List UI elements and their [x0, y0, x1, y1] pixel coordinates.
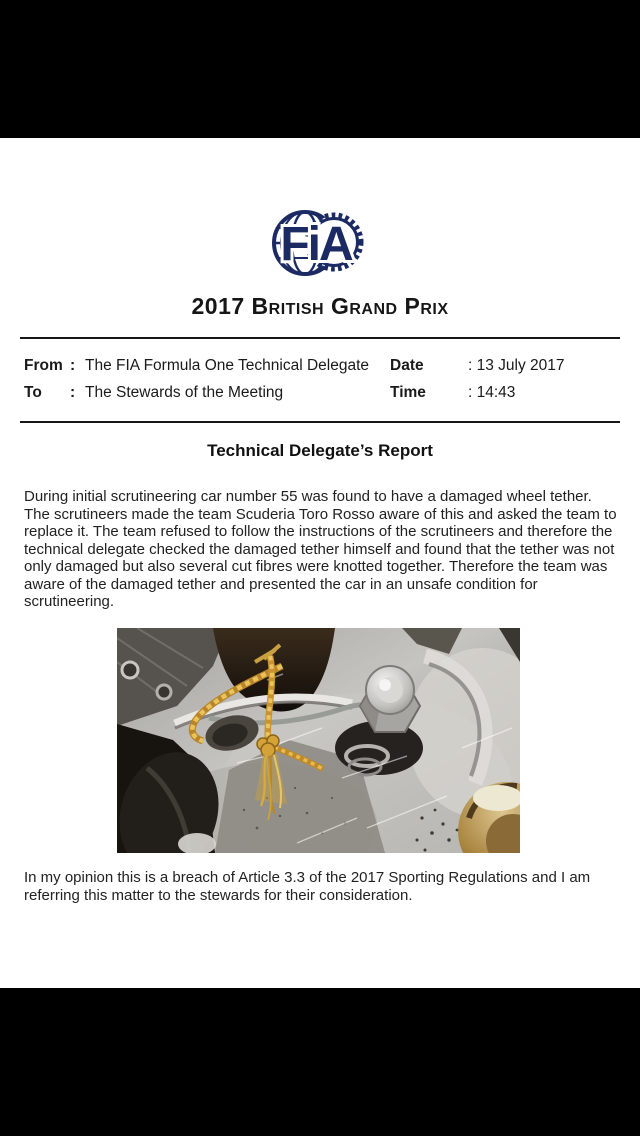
to-separator: :: [70, 384, 76, 401]
from-label: From: [24, 357, 63, 374]
report-heading: Technical Delegate’s Report: [207, 441, 433, 460]
to-label: To: [24, 384, 42, 401]
damaged-wheel-tether-photo: [117, 628, 520, 853]
top-letterbox: [0, 0, 640, 138]
tether-photo-art: [117, 628, 520, 853]
date-label: Date: [390, 357, 424, 374]
from-separator: :: [70, 357, 76, 374]
time-value: : 14:43: [468, 384, 516, 401]
page-title: 2017 British Grand Prix: [191, 293, 449, 319]
fia-logo-text: FiA: [280, 218, 352, 271]
header-rule-top: [20, 337, 620, 339]
to-value: The Stewards of the Meeting: [85, 384, 284, 401]
fia-logo-icon: [268, 201, 364, 285]
report-conclusion-paragraph: In my opinion this is a breach of Article 3.3 of the 2017 Sporting Regulations and I am referring this matter to the stewards for their consideration.: [24, 869, 591, 904]
time-label: Time: [390, 384, 426, 401]
report-body-paragraph: During initial scrutineering car number 55 was found to have a damaged wheel tether. The scrutineers made the team Scuderia Toro Rosso aware of this and asked the team to replace it. The team refused to follow the instructions of the scrutineers and therefore the technical delegate checked the damaged tether himself and found that the tether was not only damaged but also several cut fibres were knotted together. Therefore the team was aware of the damaged tether and presented the car in an unsafe condition for scrutineering.: [24, 488, 617, 610]
bottom-letterbox: [0, 988, 640, 1136]
date-value: : 13 July 2017: [468, 357, 565, 374]
from-value: The FIA Formula One Technical Delegate: [85, 357, 370, 374]
header-rule-bottom: [20, 421, 620, 423]
